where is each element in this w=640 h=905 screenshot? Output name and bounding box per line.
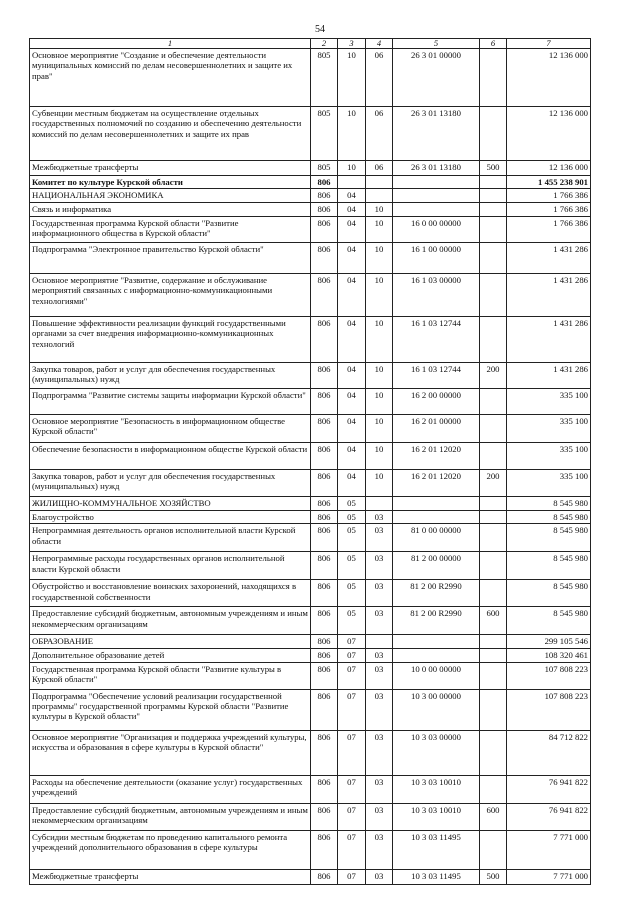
row-name-cell: ОБРАЗОВАНИЕ bbox=[30, 635, 311, 649]
code-ministry-cell: 806 bbox=[311, 662, 338, 689]
row-name-cell: Закупка товаров, работ и услуг для обеспечения государственных (муниципальных) нужд bbox=[30, 362, 311, 388]
expense-type-cell bbox=[480, 830, 507, 869]
row-name-cell: Субвенции местным бюджетам на осуществление отдельных государственных полномочий по созданию и обеспечению деятельности комиссий по делам несовершеннолетних и защите их прав bbox=[30, 107, 311, 161]
amount-cell: 8 545 980 bbox=[507, 496, 591, 510]
subsection-cell: 06 bbox=[366, 107, 393, 161]
subsection-cell: 10 bbox=[366, 414, 393, 442]
subsection-cell: 10 bbox=[366, 273, 393, 316]
code-ministry-cell: 805 bbox=[311, 107, 338, 161]
expense-type-cell bbox=[480, 442, 507, 469]
expense-type-cell bbox=[480, 203, 507, 216]
subsection-cell: 10 bbox=[366, 242, 393, 273]
row-name-cell: Предоставление субсидий бюджетным, автономным учреждениям и иным некоммерческим организациям bbox=[30, 803, 311, 830]
table-row bbox=[30, 273, 591, 316]
row-name-cell: Межбюджетные трансферты bbox=[30, 161, 311, 176]
subsection-cell: 03 bbox=[366, 730, 393, 775]
section-cell: 04 bbox=[338, 273, 366, 316]
table-row bbox=[30, 362, 591, 388]
section-cell: 04 bbox=[338, 362, 366, 388]
table-row bbox=[30, 203, 591, 216]
section-cell: 05 bbox=[338, 580, 366, 607]
amount-cell: 1 431 286 bbox=[507, 316, 591, 362]
amount-cell: 8 545 980 bbox=[507, 580, 591, 607]
row-name-cell: Предоставление субсидий бюджетным, автономным учреждениям и иным некоммерческим организациям bbox=[30, 607, 311, 635]
section-cell: 05 bbox=[338, 552, 366, 580]
code-ministry-cell: 805 bbox=[311, 161, 338, 176]
table-row bbox=[30, 388, 591, 414]
row-name-cell: ЖИЛИЩНО-КОММУНАЛЬНОЕ ХОЗЯЙСТВО bbox=[30, 496, 311, 510]
target-article-cell: 10 0 00 00000 bbox=[393, 662, 480, 689]
subsection-cell bbox=[366, 189, 393, 203]
target-article-cell bbox=[393, 510, 480, 523]
expense-type-cell bbox=[480, 216, 507, 242]
amount-cell: 84 712 822 bbox=[507, 730, 591, 775]
section-cell: 04 bbox=[338, 203, 366, 216]
code-ministry-cell: 806 bbox=[311, 316, 338, 362]
subsection-cell: 03 bbox=[366, 552, 393, 580]
table-row bbox=[30, 496, 591, 510]
expense-type-cell bbox=[480, 189, 507, 203]
target-article-cell: 16 0 00 00000 bbox=[393, 216, 480, 242]
subsection-cell: 03 bbox=[366, 510, 393, 523]
section-cell: 05 bbox=[338, 496, 366, 510]
amount-cell: 8 545 980 bbox=[507, 552, 591, 580]
subsection-cell: 06 bbox=[366, 161, 393, 176]
amount-cell: 1 431 286 bbox=[507, 242, 591, 273]
table-row bbox=[30, 803, 591, 830]
target-article-cell: 10 3 03 00000 bbox=[393, 730, 480, 775]
subsection-cell: 10 bbox=[366, 442, 393, 469]
target-article-cell: 16 1 00 00000 bbox=[393, 242, 480, 273]
target-article-cell: 16 1 03 00000 bbox=[393, 273, 480, 316]
table-row bbox=[30, 552, 591, 580]
table-row bbox=[30, 635, 591, 649]
section-cell: 04 bbox=[338, 189, 366, 203]
table-row bbox=[30, 730, 591, 775]
row-name-cell: Межбюджетные трансферты bbox=[30, 869, 311, 884]
row-name-cell: Подпрограмма "Электронное правительство Курской области" bbox=[30, 242, 311, 273]
table-row bbox=[30, 176, 591, 189]
expense-type-cell: 500 bbox=[480, 161, 507, 176]
section-cell: 04 bbox=[338, 469, 366, 496]
amount-cell: 335 100 bbox=[507, 442, 591, 469]
expense-type-cell bbox=[480, 242, 507, 273]
target-article-cell: 10 3 03 10010 bbox=[393, 775, 480, 803]
table-row bbox=[30, 662, 591, 689]
subsection-cell: 10 bbox=[366, 316, 393, 362]
code-ministry-cell: 806 bbox=[311, 649, 338, 662]
section-cell: 05 bbox=[338, 607, 366, 635]
target-article-cell: 16 2 01 00000 bbox=[393, 414, 480, 442]
subsection-cell: 03 bbox=[366, 869, 393, 884]
subsection-cell: 03 bbox=[366, 775, 393, 803]
target-article-cell: 26 3 01 00000 bbox=[393, 49, 480, 107]
table-row bbox=[30, 689, 591, 730]
amount-cell: 76 941 822 bbox=[507, 803, 591, 830]
code-ministry-cell: 806 bbox=[311, 803, 338, 830]
table-row bbox=[30, 524, 591, 552]
expense-type-cell bbox=[480, 524, 507, 552]
section-cell: 07 bbox=[338, 869, 366, 884]
section-cell: 07 bbox=[338, 662, 366, 689]
code-ministry-cell: 806 bbox=[311, 510, 338, 523]
subsection-cell bbox=[366, 176, 393, 189]
row-name-cell: Расходы на обеспечение деятельности (оказание услуг) государственных учреждений bbox=[30, 775, 311, 803]
subsection-cell: 10 bbox=[366, 203, 393, 216]
expense-type-cell bbox=[480, 649, 507, 662]
target-article-cell: 81 2 00 R2990 bbox=[393, 580, 480, 607]
table-row bbox=[30, 316, 591, 362]
code-ministry-cell: 806 bbox=[311, 189, 338, 203]
code-ministry-cell: 806 bbox=[311, 580, 338, 607]
target-article-cell bbox=[393, 203, 480, 216]
section-cell: 04 bbox=[338, 388, 366, 414]
expense-type-cell bbox=[480, 414, 507, 442]
section-cell: 07 bbox=[338, 830, 366, 869]
subsection-cell: 03 bbox=[366, 649, 393, 662]
table-row bbox=[30, 189, 591, 203]
section-cell: 10 bbox=[338, 107, 366, 161]
subsection-cell: 03 bbox=[366, 830, 393, 869]
row-name-cell: Подпрограмма "Обеспечение условий реализации государственной программы" государственной программы Курской области "Развитие культуры в Курской области" bbox=[30, 689, 311, 730]
target-article-cell: 81 2 00 00000 bbox=[393, 552, 480, 580]
expense-type-cell bbox=[480, 176, 507, 189]
table-row bbox=[30, 649, 591, 662]
row-name-cell: Повышение эффективности реализации функций государственными органами за счет внедрения информационно-коммуникационных технологий bbox=[30, 316, 311, 362]
subsection-cell bbox=[366, 635, 393, 649]
code-ministry-cell: 806 bbox=[311, 176, 338, 189]
amount-cell: 8 545 980 bbox=[507, 524, 591, 552]
expense-type-cell bbox=[480, 580, 507, 607]
target-article-cell bbox=[393, 635, 480, 649]
expense-type-cell bbox=[480, 49, 507, 107]
target-article-cell: 10 3 03 11495 bbox=[393, 869, 480, 884]
row-name-cell: Дополнительное образование детей bbox=[30, 649, 311, 662]
code-ministry-cell: 806 bbox=[311, 607, 338, 635]
target-article-cell: 16 2 01 12020 bbox=[393, 469, 480, 496]
row-name-cell: Закупка товаров, работ и услуг для обеспечения государственных (муниципальных) нужд bbox=[30, 469, 311, 496]
target-article-cell: 81 0 00 00000 bbox=[393, 524, 480, 552]
amount-cell: 1 766 386 bbox=[507, 189, 591, 203]
code-ministry-cell: 806 bbox=[311, 730, 338, 775]
expense-type-cell bbox=[480, 662, 507, 689]
section-cell: 05 bbox=[338, 510, 366, 523]
row-name-cell: Благоустройство bbox=[30, 510, 311, 523]
expense-type-cell bbox=[480, 510, 507, 523]
table-header-row bbox=[30, 39, 591, 49]
amount-cell: 12 136 000 bbox=[507, 161, 591, 176]
budget-table bbox=[29, 38, 591, 885]
target-article-cell bbox=[393, 176, 480, 189]
target-article-cell: 26 3 01 13180 bbox=[393, 107, 480, 161]
code-ministry-cell: 806 bbox=[311, 242, 338, 273]
table-row bbox=[30, 216, 591, 242]
amount-cell: 1 766 386 bbox=[507, 203, 591, 216]
row-name-cell: Основное мероприятие "Создание и обеспечение деятельности муниципальных комиссий по делам несовершеннолетних и защите их прав" bbox=[30, 49, 311, 107]
target-article-cell: 16 1 03 12744 bbox=[393, 362, 480, 388]
table-row bbox=[30, 161, 591, 176]
section-cell: 04 bbox=[338, 442, 366, 469]
row-name-cell: Основное мероприятие "Безопасность в информационном обществе Курской области" bbox=[30, 414, 311, 442]
section-cell: 04 bbox=[338, 242, 366, 273]
subsection-cell: 03 bbox=[366, 524, 393, 552]
row-name-cell: Связь и информатика bbox=[30, 203, 311, 216]
table-row bbox=[30, 580, 591, 607]
table-row bbox=[30, 869, 591, 884]
amount-cell: 1 766 386 bbox=[507, 216, 591, 242]
section-cell: 07 bbox=[338, 803, 366, 830]
code-ministry-cell: 806 bbox=[311, 496, 338, 510]
table-row bbox=[30, 775, 591, 803]
section-cell: 07 bbox=[338, 649, 366, 662]
subsection-cell bbox=[366, 496, 393, 510]
target-article-cell: 10 3 00 00000 bbox=[393, 689, 480, 730]
expense-type-cell bbox=[480, 635, 507, 649]
code-ministry-cell: 806 bbox=[311, 216, 338, 242]
code-ministry-cell: 806 bbox=[311, 524, 338, 552]
target-article-cell: 81 2 00 R2990 bbox=[393, 607, 480, 635]
expense-type-cell bbox=[480, 730, 507, 775]
header-cell: 7 bbox=[507, 39, 591, 49]
expense-type-cell bbox=[480, 388, 507, 414]
expense-type-cell: 200 bbox=[480, 362, 507, 388]
target-article-cell bbox=[393, 189, 480, 203]
code-ministry-cell: 806 bbox=[311, 552, 338, 580]
expense-type-cell bbox=[480, 689, 507, 730]
table-row bbox=[30, 830, 591, 869]
expense-type-cell bbox=[480, 552, 507, 580]
section-cell: 07 bbox=[338, 730, 366, 775]
row-name-cell: Государственная программа Курской области "Развитие культуры в Курской области" bbox=[30, 662, 311, 689]
section-cell: 04 bbox=[338, 414, 366, 442]
code-ministry-cell: 806 bbox=[311, 273, 338, 316]
target-article-cell bbox=[393, 649, 480, 662]
header-cell: 6 bbox=[480, 39, 507, 49]
expense-type-cell bbox=[480, 496, 507, 510]
row-name-cell: Непрограммные расходы государственных органов исполнительной власти Курской области bbox=[30, 552, 311, 580]
row-name-cell: Основное мероприятие "Развитие, содержание и обслуживание мероприятий связанных с информационно-коммуникационными технологиями" bbox=[30, 273, 311, 316]
target-article-cell: 10 3 03 11495 bbox=[393, 830, 480, 869]
amount-cell: 335 100 bbox=[507, 388, 591, 414]
table-row bbox=[30, 242, 591, 273]
amount-cell: 335 100 bbox=[507, 469, 591, 496]
code-ministry-cell: 806 bbox=[311, 203, 338, 216]
expense-type-cell: 600 bbox=[480, 803, 507, 830]
subsection-cell: 03 bbox=[366, 662, 393, 689]
expense-type-cell bbox=[480, 316, 507, 362]
amount-cell: 12 136 000 bbox=[507, 49, 591, 107]
row-name-cell: Подпрограмма "Развитие системы защиты информации Курской области" bbox=[30, 388, 311, 414]
subsection-cell: 10 bbox=[366, 469, 393, 496]
table-row bbox=[30, 49, 591, 107]
table-row bbox=[30, 107, 591, 161]
header-cell: 5 bbox=[393, 39, 480, 49]
amount-cell: 1 431 286 bbox=[507, 362, 591, 388]
table-row bbox=[30, 414, 591, 442]
header-cell: 2 bbox=[311, 39, 338, 49]
amount-cell: 107 808 223 bbox=[507, 689, 591, 730]
subsection-cell: 10 bbox=[366, 362, 393, 388]
code-ministry-cell: 806 bbox=[311, 388, 338, 414]
target-article-cell: 10 3 03 10010 bbox=[393, 803, 480, 830]
code-ministry-cell: 806 bbox=[311, 689, 338, 730]
section-cell bbox=[338, 176, 366, 189]
code-ministry-cell: 806 bbox=[311, 442, 338, 469]
amount-cell: 107 808 223 bbox=[507, 662, 591, 689]
row-name-cell: Непрограммная деятельность органов исполнительной власти Курской области bbox=[30, 524, 311, 552]
subsection-cell: 03 bbox=[366, 803, 393, 830]
header-cell: 3 bbox=[338, 39, 366, 49]
subsection-cell: 03 bbox=[366, 607, 393, 635]
row-name-cell: Государственная программа Курской области "Развитие информационного общества в Курской области" bbox=[30, 216, 311, 242]
amount-cell: 108 320 461 bbox=[507, 649, 591, 662]
target-article-cell: 16 2 00 00000 bbox=[393, 388, 480, 414]
page-number: 54 bbox=[315, 24, 325, 35]
row-name-cell: НАЦИОНАЛЬНАЯ ЭКОНОМИКА bbox=[30, 189, 311, 203]
expense-type-cell: 500 bbox=[480, 869, 507, 884]
expense-type-cell: 600 bbox=[480, 607, 507, 635]
code-ministry-cell: 806 bbox=[311, 869, 338, 884]
subsection-cell: 10 bbox=[366, 388, 393, 414]
amount-cell: 299 105 546 bbox=[507, 635, 591, 649]
code-ministry-cell: 806 bbox=[311, 775, 338, 803]
expense-type-cell: 200 bbox=[480, 469, 507, 496]
target-article-cell: 16 2 01 12020 bbox=[393, 442, 480, 469]
code-ministry-cell: 806 bbox=[311, 830, 338, 869]
amount-cell: 8 545 980 bbox=[507, 510, 591, 523]
row-name-cell: Основное мероприятие "Организация и поддержка учреждений культуры, искусства и образования в сфере культуры в Курской области" bbox=[30, 730, 311, 775]
subsection-cell: 06 bbox=[366, 49, 393, 107]
table-row bbox=[30, 469, 591, 496]
amount-cell: 7 771 000 bbox=[507, 830, 591, 869]
code-ministry-cell: 805 bbox=[311, 49, 338, 107]
target-article-cell: 16 1 03 12744 bbox=[393, 316, 480, 362]
subsection-cell: 03 bbox=[366, 580, 393, 607]
amount-cell: 8 545 980 bbox=[507, 607, 591, 635]
expense-type-cell bbox=[480, 107, 507, 161]
subsection-cell: 03 bbox=[366, 689, 393, 730]
code-ministry-cell: 806 bbox=[311, 414, 338, 442]
code-ministry-cell: 806 bbox=[311, 469, 338, 496]
amount-cell: 7 771 000 bbox=[507, 869, 591, 884]
amount-cell: 335 100 bbox=[507, 414, 591, 442]
row-name-cell: Обеспечение безопасности в информационном обществе Курской области bbox=[30, 442, 311, 469]
table-row bbox=[30, 607, 591, 635]
target-article-cell bbox=[393, 496, 480, 510]
row-name-cell: Комитет по культуре Курской области bbox=[30, 176, 311, 189]
section-cell: 05 bbox=[338, 524, 366, 552]
amount-cell: 12 136 000 bbox=[507, 107, 591, 161]
expense-type-cell bbox=[480, 273, 507, 316]
section-cell: 07 bbox=[338, 635, 366, 649]
amount-cell: 76 941 822 bbox=[507, 775, 591, 803]
header-cell: 4 bbox=[366, 39, 393, 49]
row-name-cell: Обустройство и восстановление воинских захоронений, находящихся в государственной собственности bbox=[30, 580, 311, 607]
amount-cell: 1 455 238 901 bbox=[507, 176, 591, 189]
section-cell: 07 bbox=[338, 689, 366, 730]
target-article-cell: 26 3 01 13180 bbox=[393, 161, 480, 176]
code-ministry-cell: 806 bbox=[311, 362, 338, 388]
code-ministry-cell: 806 bbox=[311, 635, 338, 649]
section-cell: 10 bbox=[338, 161, 366, 176]
section-cell: 04 bbox=[338, 216, 366, 242]
expense-type-cell bbox=[480, 775, 507, 803]
subsection-cell: 10 bbox=[366, 216, 393, 242]
amount-cell: 1 431 286 bbox=[507, 273, 591, 316]
section-cell: 04 bbox=[338, 316, 366, 362]
table-row bbox=[30, 442, 591, 469]
table-row bbox=[30, 510, 591, 523]
section-cell: 07 bbox=[338, 775, 366, 803]
header-cell: 1 bbox=[30, 39, 311, 49]
section-cell: 10 bbox=[338, 49, 366, 107]
row-name-cell: Субсидии местным бюджетам по проведению капитального ремонта учреждений дополнительного образования в сфере культуры bbox=[30, 830, 311, 869]
